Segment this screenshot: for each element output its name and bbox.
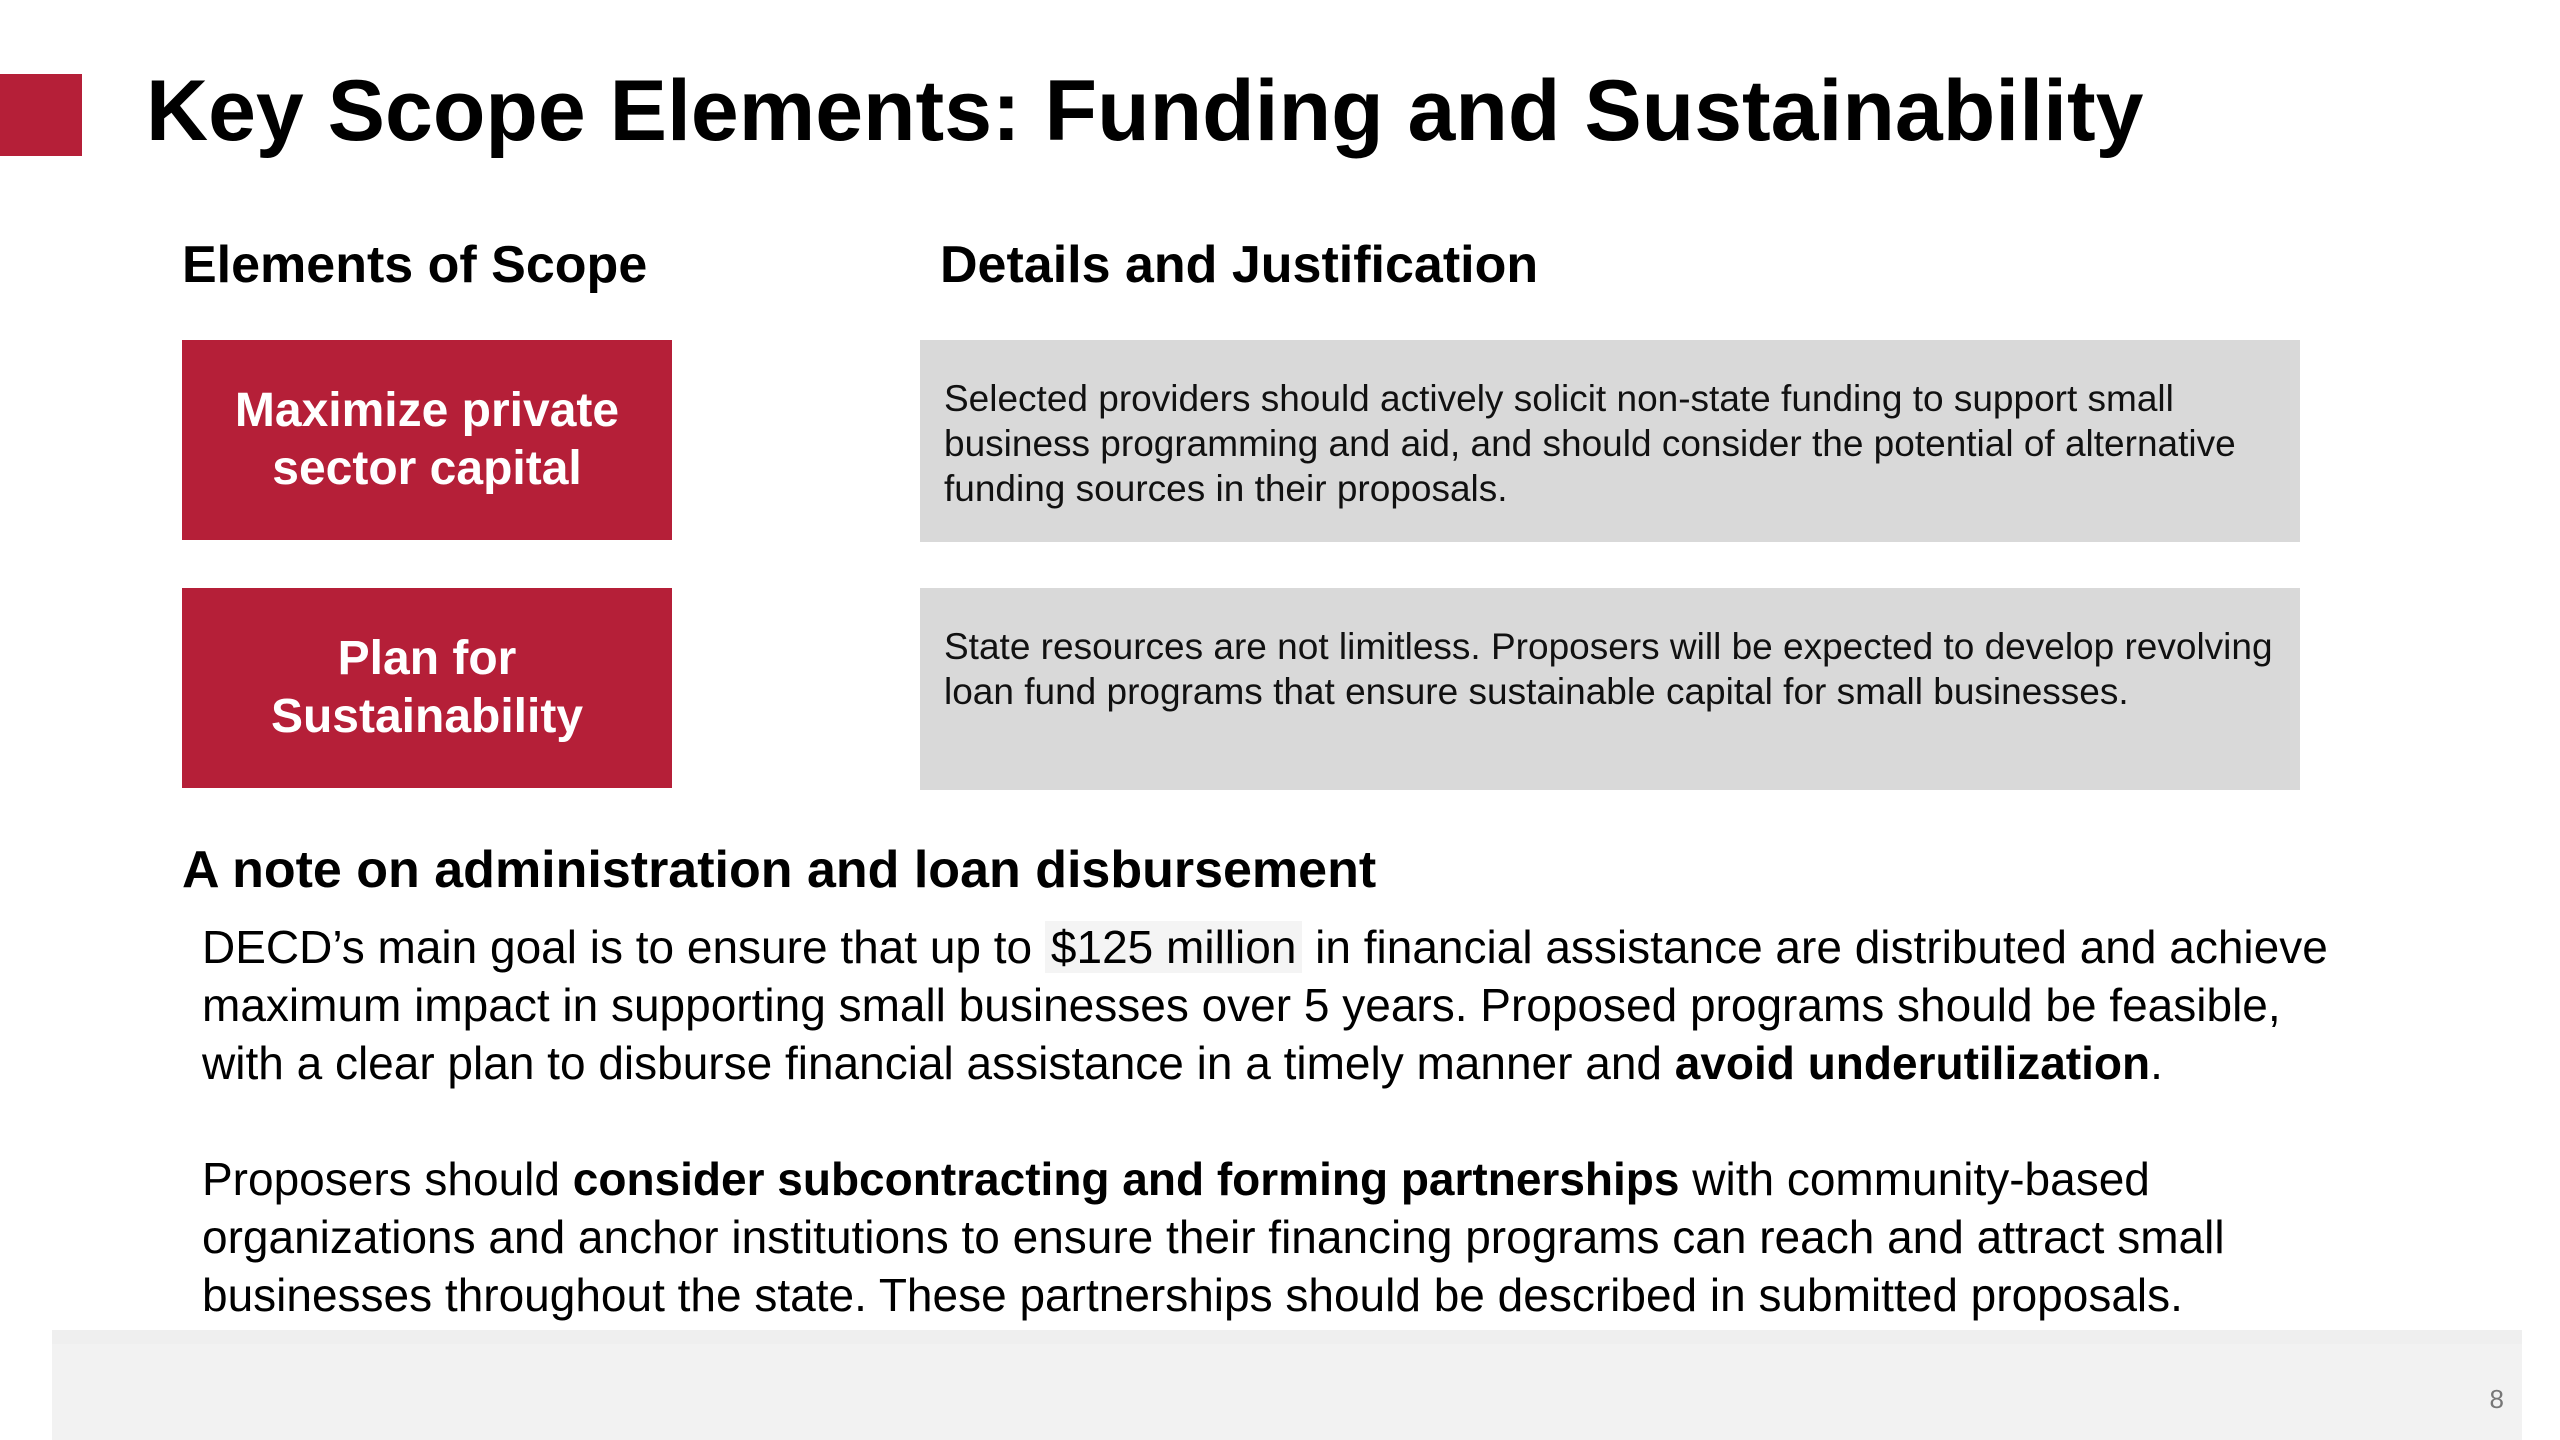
details-justification-header: Details and Justification	[940, 236, 1539, 294]
detail-text: Selected providers should actively solicit non-state funding to support small business programming and aid, and should consider the potential of alternative funding sources in their proposals.	[944, 378, 2236, 509]
scope-element-private-capital	[182, 340, 672, 540]
page-number: 8	[2489, 1384, 2504, 1414]
slide-title: Key Scope Elements: Funding and Sustainability	[146, 63, 2144, 159]
footer-band	[52, 1330, 2522, 1440]
text-run: with community-based organizations and anchor institutions to ensure their financing programs can reach and attract small businesses throughout the state. These partnerships should be described in submitted proposals.	[202, 1153, 2225, 1321]
note-paragraph-partnerships	[202, 1150, 2342, 1324]
scope-element-sustainability	[182, 588, 672, 788]
detail-text: State resources are not limitless. Proposers will be expected to develop revolving loan fund programs that ensure sustainable capital for small businesses.	[944, 626, 2273, 712]
note-paragraph-goal	[202, 918, 2342, 1092]
text-run: DECD’s main goal is to ensure that up to	[202, 921, 1045, 973]
detail-sustainability	[920, 588, 2300, 790]
text-run: .	[2150, 1037, 2163, 1089]
text-run: in financial assistance are distributed and achieve maximum impact in supporting small businesses over 5 years. Proposed programs should be feasible, with a clear plan to disburse financial assistance in a timely manner and	[202, 921, 2328, 1089]
detail-private-capital	[920, 340, 2300, 542]
note-heading: A note on administration and loan disbursement	[182, 841, 1377, 899]
scope-element-label: Plan for Sustainability	[270, 632, 584, 743]
scope-element-label: Maximize private sector capital	[234, 384, 620, 495]
funding-amount: $125 million	[1045, 921, 1302, 973]
title-accent-bar	[0, 74, 82, 156]
text-run: Proposers should	[202, 1153, 573, 1205]
note-body	[202, 918, 2342, 1324]
elements-of-scope-header: Elements of Scope	[182, 236, 648, 294]
emphasis-partnerships: consider subcontracting and forming partnerships	[572, 1153, 1680, 1205]
emphasis-underutilization: avoid underutilization	[1674, 1037, 2151, 1089]
